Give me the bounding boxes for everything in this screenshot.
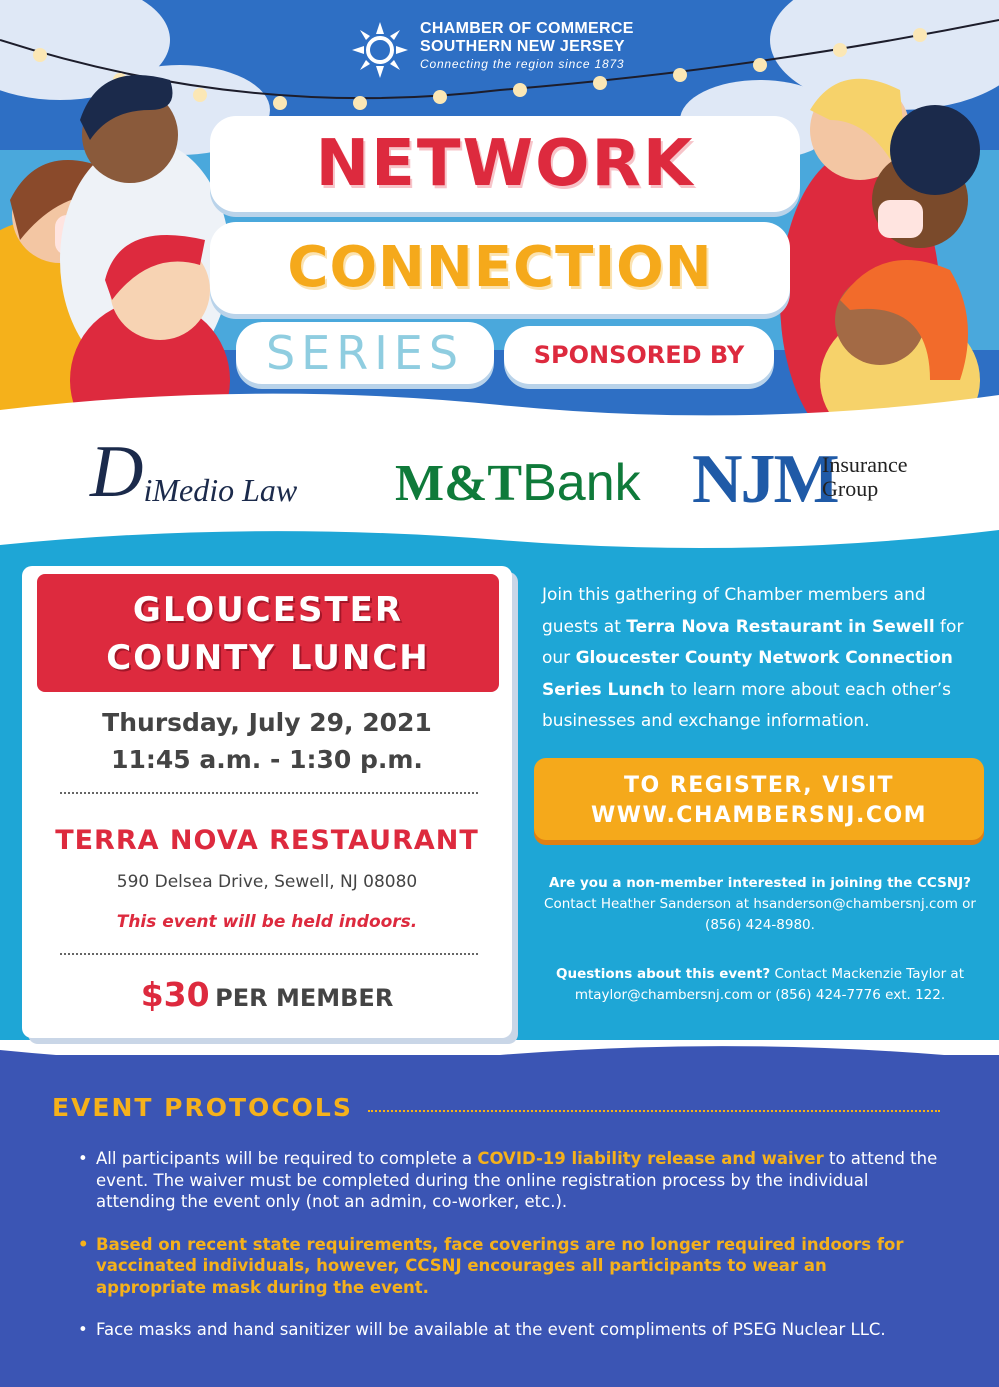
event-title-box [37,574,499,692]
event-time: 11:45 a.m. - 1:30 p.m. [111,745,423,774]
venue-name: TERRA NOVA RESTAURANT [55,825,479,856]
event-title-line2: COUNTY LUNCH [106,638,430,678]
indoor-note: This event will be held indoors. [116,912,418,932]
njm-insurance-group: Insurance Group [822,452,908,501]
org-name-line2: SOUTHERN NEW JERSEY [420,38,625,55]
event-description [542,580,982,738]
venue-address: 590 Delsea Drive, Sewell, NJ 08080 [116,872,418,892]
protocol-text: to attend the event. The waiver must be completed during the online registration process by the individual attending the event only (not an admin, co-worker, etc.). [96,1149,938,1211]
title-connection: CONNECTION [210,222,790,314]
questions-contact [535,964,985,1006]
price-unit: PER MEMBER [215,984,394,1012]
org-tagline: Connecting the region since 1873 [420,57,625,71]
protocol-item: • Based on recent state requirements, face coverings are no longer required indoors for vaccinated individuals, however, CCSNJ encourages all participants to wear an appropriate mask during the event. [78,1234,938,1299]
sun-logo-icon [350,20,410,80]
protocol-item: • Face masks and hand sanitizer will be available at the event compliments of PSEG Nuclear LLC. [78,1319,938,1341]
questions-question: Questions about this event? [555,966,771,982]
protocol-highlight: COVID-19 liability release and waiver [477,1149,824,1168]
title-network: NETWORK [210,116,800,212]
dimedio-name: iMedio Law [143,472,298,508]
njm-logo [692,441,908,518]
mt-wordmark: M&T [395,455,523,512]
protocol-item [78,1148,938,1213]
mt-bank-logo [395,453,641,513]
org-name-line1: CHAMBER OF COMMERCE [420,20,634,37]
protocols-divider [368,1110,940,1112]
title-series: SERIES [236,322,494,384]
register-button[interactable] [534,758,984,840]
register-label: TO REGISTER, VISIT [623,773,895,798]
event-title-line1: GLOUCESTER [132,590,404,630]
chamber-logo [350,18,680,78]
divider [60,953,478,955]
bank-wordmark: Bank [522,454,641,512]
event-date: Thursday, July 29, 2021 [102,708,432,737]
dimedio-initial: D [90,431,144,513]
questions-details: Contact Mackenzie Taylor at mtaylor@chambersnj.com or (856) 424-7776 ext. 122. [574,966,964,1003]
price [22,975,512,1014]
nonmember-details: Contact Heather Sanderson at hsanderson@chambersnj.com or (856) 424-8980. [544,896,976,933]
intro-text: Join this gathering of Chamber members and guests at [542,585,926,637]
protocols-title: EVENT PROTOCOLS [52,1093,353,1122]
intro-text: for our [542,616,964,668]
register-url: WWW.CHAMBERSNJ.COM [590,803,928,828]
nonmember-question: Are you a non-member interested in joining the CCSNJ? [549,875,971,891]
intro-highlight: Terra Nova Restaurant in Sewell [626,616,935,637]
sponsored-by-label: SPONSORED BY [504,326,774,384]
dimedio-law-logo [90,431,298,513]
protocols-list [78,1148,938,1362]
intro-text: to learn more about each other’s businesses and exchange information. [542,679,951,731]
hero-banner [0,0,999,430]
protocol-text: All participants will be required to complete a [96,1149,478,1168]
intro-highlight: Gloucester County Network Connection Series Lunch [542,648,953,700]
nonmember-contact [540,873,980,936]
price-amount: $30 [140,975,210,1014]
divider [60,792,478,794]
njm-wordmark: NJM [692,441,838,518]
